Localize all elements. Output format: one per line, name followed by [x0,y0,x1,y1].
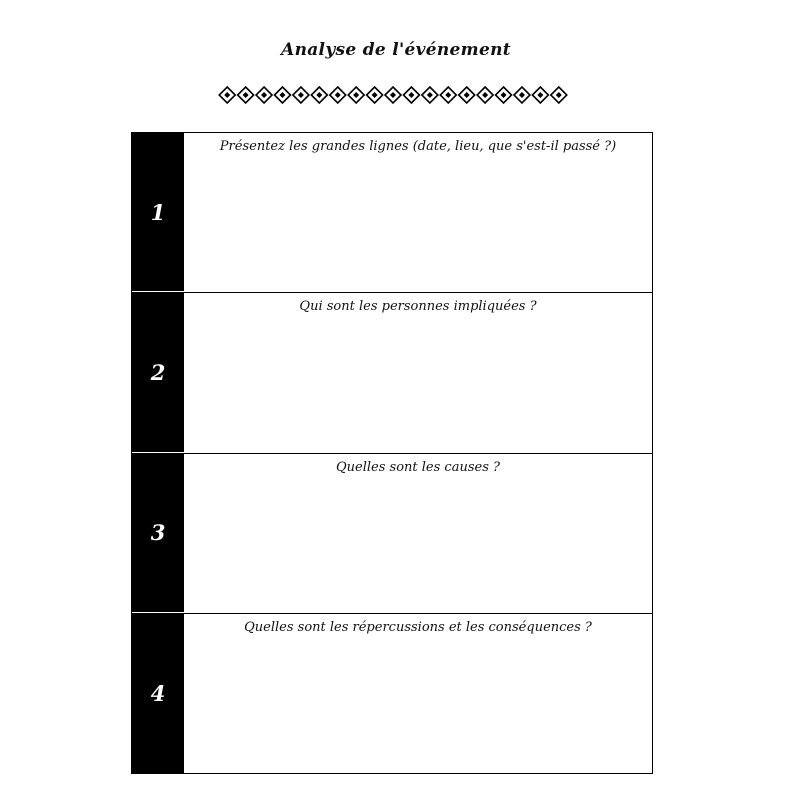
diamond-center [445,92,451,98]
question-text: Présentez les grandes lignes (date, lieu, que s'est-il passé ?) [219,139,617,154]
answer-area[interactable] [184,133,652,292]
diamond-center [408,92,414,98]
diamond-center [243,92,249,98]
diamond-center [279,92,285,98]
diamond-center [501,92,507,98]
question-row-3 [132,454,652,614]
answer-area[interactable] [184,293,652,452]
diamond-center [335,92,341,98]
diamond-center [372,92,378,98]
diamond-center [556,92,562,98]
diamond-center [298,92,304,98]
diamond-center [316,92,322,98]
diamond-center [390,92,396,98]
answer-area[interactable] [184,454,652,613]
diamond-chain-icon [218,85,568,105]
row-number: 2 [132,293,184,452]
diamond-center [482,92,488,98]
question-row-4 [132,614,652,773]
page-title: Analyse de l'événement [281,40,511,60]
question-row-1 [132,133,652,293]
row-number: 4 [132,614,184,773]
row-number: 3 [132,454,184,613]
diamond-center [224,92,230,98]
question-text: Quelles sont les causes ? [336,459,500,475]
diamond-center [464,92,470,98]
diamond-center [537,92,543,98]
worksheet-table [131,132,653,774]
diamond-center [353,92,359,98]
diamond-center [261,92,267,98]
question-row-2 [132,293,652,453]
question-text: Qui sont les personnes impliquées ? [299,299,537,315]
diamond-center [519,92,525,98]
question-text: Quelles sont les répercussions et les conséquences ? [244,619,592,635]
row-number: 1 [132,133,184,292]
answer-area[interactable] [184,614,652,773]
diamond-center [427,92,433,98]
